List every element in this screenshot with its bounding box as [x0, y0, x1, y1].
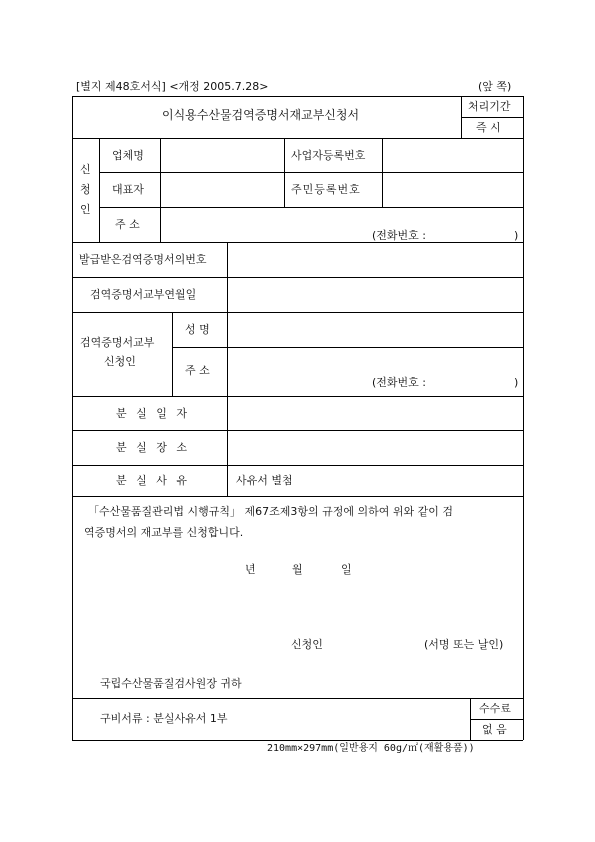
- processing-period-label: 처리기간: [468, 100, 511, 113]
- applicant-group-label-1: 신: [80, 163, 91, 176]
- statement-line-2: 역증명서의 재교부를 신청합니다.: [84, 526, 244, 539]
- certificate-number-label: 발급받은검역증명서의번호: [79, 253, 207, 266]
- statement-line-1: 「수산물품질관리법 시행규칙」 제67조제3항의 규정에 의하여 위와 같이 검: [88, 505, 453, 518]
- signature-hint: (서명 또는 날인): [424, 638, 504, 651]
- reissue-applicant-label-2: 신청인: [104, 355, 136, 368]
- loss-place-label: 분 실 장 소: [116, 441, 190, 454]
- loss-reason-label: 분 실 사 유: [116, 474, 190, 487]
- applicant-address-label: 주 소: [115, 218, 140, 231]
- paper-specification: 210mm×297mm(일반용지 60g/㎡(재활용품)): [267, 743, 475, 754]
- signature-applicant-label: 신청인: [291, 638, 323, 651]
- date-day-label: 일: [341, 563, 352, 576]
- company-name-label: 업체명: [112, 149, 144, 162]
- loss-date-label: 분 실 일 자: [116, 407, 190, 420]
- processing-period-value: 즉 시: [476, 121, 501, 134]
- page-side-label: (앞 쪽): [478, 80, 512, 93]
- resident-number-label: 주민등록번호: [291, 183, 361, 196]
- business-registration-label: 사업자등록번호: [291, 149, 366, 162]
- applicant-phone-label: (전화번호 :: [372, 229, 426, 242]
- certificate-issue-date-label: 검역증명서교부연월일: [90, 288, 197, 301]
- required-documents: 구비서류 : 분실사유서 1부: [100, 712, 228, 725]
- reissue-phone-label: (전화번호 :: [372, 376, 426, 389]
- reissue-phone-close: ): [514, 376, 519, 389]
- reissue-name-label: 성 명: [185, 323, 210, 336]
- loss-reason-field[interactable]: 사유서 별첨: [236, 474, 293, 487]
- representative-label: 대표자: [112, 183, 144, 196]
- form-number: [별지 제48호서식] <개정 2005.7.28>: [76, 80, 269, 93]
- reissue-address-label: 주 소: [185, 364, 210, 377]
- addressee: 국립수산물품질검사원장 귀하: [100, 677, 242, 690]
- date-year-label: 년: [245, 563, 256, 576]
- applicant-group-label-3: 인: [80, 203, 91, 216]
- date-month-label: 월: [292, 563, 303, 576]
- fee-value: 없 음: [482, 723, 507, 736]
- fee-label: 수수료: [479, 702, 511, 715]
- reissue-applicant-label-1: 검역증명서교부: [80, 336, 155, 349]
- applicant-phone-close: ): [514, 229, 519, 242]
- form-title: 이식용수산물검역증명서재교부신청서: [162, 108, 360, 122]
- applicant-group-label-2: 청: [80, 183, 91, 196]
